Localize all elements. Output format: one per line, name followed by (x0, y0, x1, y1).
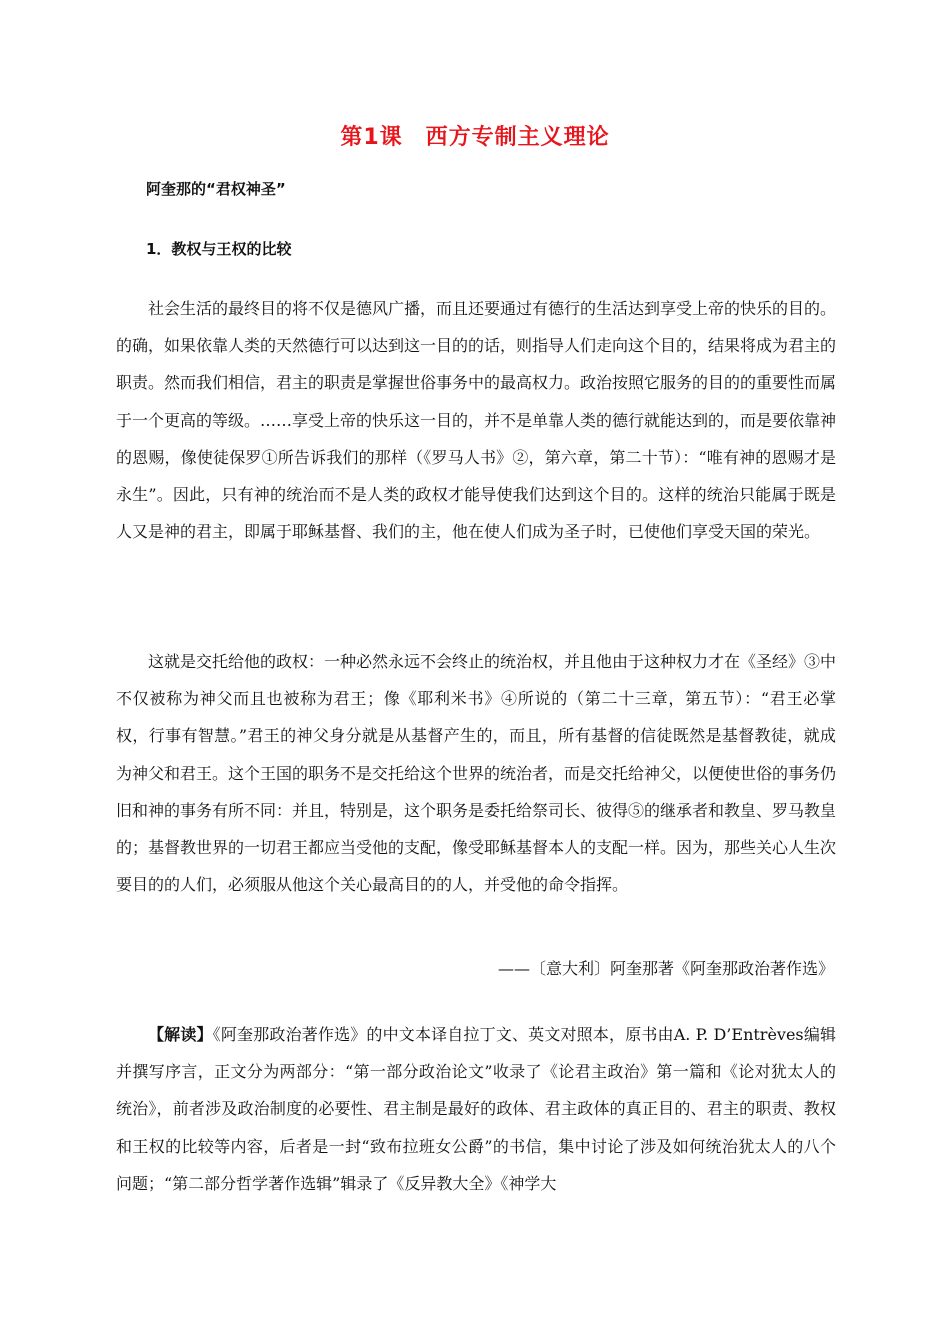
lesson-title: 第1课 西方专制主义理论 (340, 125, 610, 150)
paragraph-1: 社会生活的最终目的将不仅是德风广播，而且还要通过有德行的生活达到享受上帝的快乐的目的。的确，如果依靠人类的天然德行可以达到这一目的的话，则指导人们走向这个目的，结果将成为君主的职责。然而我们相信，君主的职责是掌握世俗事务中的最高权力。政治按照它服务的目的的重要性而属于一个更高的等级。……享受上帝的快乐这一目的，并不是单靠人类的德行就能达到的，而是要依靠神的恩赐，像使徒保罗①所告诉我们的那样（《罗马人书》②，第六章，第二十节）：“唯有神的恩赐才是永生”。因此，只有神的统治而不是人类的政权才能导使我们达到这个目的。这样的统治只能属于既是人又是神的君主，即属于耶稣基督、我们的主，他在使人们成为圣子时，已使他们享受天国的荣光。 (116, 299, 837, 542)
section-heading: 阿奎那的“君权神圣” (146, 180, 286, 198)
reading-text: 《阿奎那政治著作选》的中文本译自拉丁文、英文对照本，原书由A. P. D’Entrèves编辑并撰写序言，正文分为两部分：“第一部分政治论文”收录了《论君主政治》第一篇和《论对犹太人的统治》，前者涉及政治制度的必要性、君主制是最好的政体、君主政体的真正目的、君主的职责、教权和王权的比较等内容，后者是一封“致布拉班女公爵”的书信，集中讨论了涉及如何统治犹太人的八个问题；“第二部分哲学著作选辑”辑录了《反异教大全》《神学大 (116, 1025, 836, 1193)
sub-heading: 1．教权与王权的比较 (146, 240, 292, 258)
source-citation: ——〔意大利〕阿奎那著《阿奎那政治著作选》 (497, 959, 834, 978)
reading-label: 【解读】 (148, 1025, 213, 1044)
paragraph-2: 这就是交托给他的政权：一种必然永远不会终止的统治权，并且他由于这种权力才在《圣经》③中不仅被称为神父而且也被称为君王；像《耶利米书》④所说的（第二十三章，第五节）：“君王必掌权，行事有智慧。”君王的神父身分就是从基督产生的，而且，所有基督的信徒既然是基督教徒，就成为神父和君王。这个王国的职务不是交托给这个世界的统治者，而是交托给神父，以便使世俗的事务仍旧和神的事务有所不同：并且，特别是，这个职务是委托给祭司长、彼得⑤的继承者和教皇、罗马教皇的；基督教世界的一切君王都应当受他的支配，像受耶稣基督本人的支配一样。因为，那些关心人生次要目的的人们，必须服从他这个关心最高目的的人，并受他的命令指挥。 (116, 652, 837, 895)
reading-paragraph (116, 1016, 836, 1202)
